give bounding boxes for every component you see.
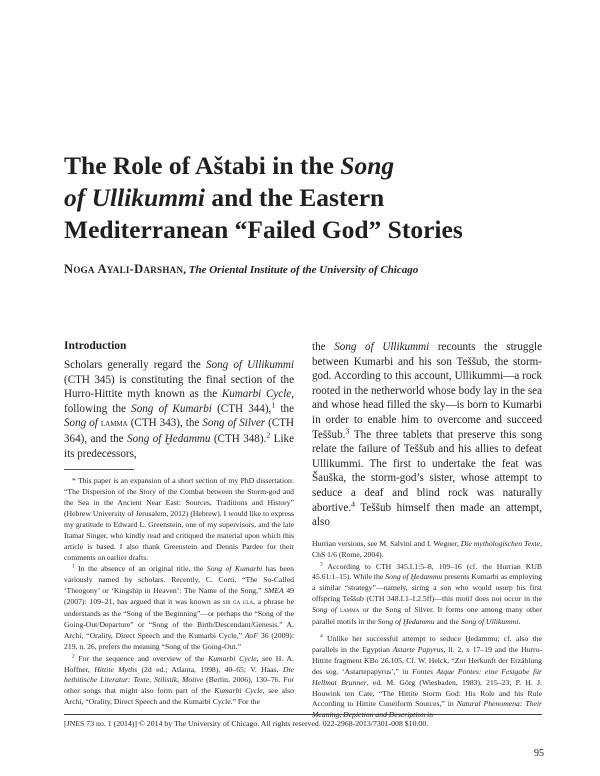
- journal-citation: [JNES 73 no. 1 (2014)] © 2014 by The University of Chicago. All rights reserved. 022-2968-2013/7301-008 $10.00.: [64, 719, 429, 728]
- title-line-2: and the Eastern: [204, 183, 385, 212]
- author-separator: ,: [183, 264, 189, 276]
- article-title: [64, 150, 544, 246]
- title-line-2-italic: of Ullikummi: [64, 183, 205, 212]
- title-line-1: The Role of Aštabi in the: [64, 151, 341, 180]
- footnote-rule: [64, 469, 134, 470]
- page-number: 95: [534, 748, 544, 759]
- right-column: [312, 340, 542, 722]
- body-paragraph: Scholars generally regard the Song of Ullikummi (CTH 345) is constituting the final section of the Hurro-Hittite myth known as the Kumarbi Cycle, following the Song of Kumarbi (CTH 344),$^1$ the Song of lamma (CTH 343), the Song of Silver (CTH 364), and the Song of Ḫedammu (CTH 348).$^2$ Like its predecessors,: [64, 359, 295, 460]
- author-line: [64, 262, 544, 277]
- footnotes-right: [312, 539, 542, 722]
- section-heading: Introduction: [64, 340, 127, 352]
- footnote: $^1$ In the absence of an original title, the Song of Kumarbi has been variously named by scholars. Recently, C. Corti, “The So-Called ‘Theogony’ or ‘Kingship in Heaven’: The Name of the Song,” SMEA 49 (2007): 109–21, has argued that it was known as sir ga ula, a phrase he understands as the “Song of the Beginning”—or perhaps the “Song of the Going-Out/Departure” or “Song of the Birth/Descendant/Genesis.” A. Archi, “Orality, Direct Speech and the Kumarbi Cycle,” AoF 36 (2009): 219, n. 26, prefers the meaning “Song of the Going-Out.”: [64, 563, 295, 651]
- footnote: $^2$ For the sequence and overview of the Kumarbi Cycle, see H. A. Hoffner, Hittite Myths (2d ed.; Atlanta, 1998), 40–65; V. Haas, Die hethitische Literatur: Texte, Stilistik, Motive (Berlin, 2006), 130–76. For other songs that might also form part of the Kumarbi Cycle, see also Archi, “Orality, Direct Speech and the Kumarbi Cycle.” For the: [64, 653, 294, 707]
- footnote-continued: Hurrian versions, see M. Salvini and I. Wegner, Die mythologischen Texte, ChS 1/6 (Rome, 2004).: [312, 538, 543, 559]
- author-affiliation: The Oriental Institute of the University of Chicago: [188, 264, 419, 276]
- author-name: Noga Ayali-Darshan: [64, 262, 184, 276]
- left-column: [64, 340, 294, 709]
- title-line-3: Mediterranean “Failed God” Stories: [64, 215, 463, 244]
- footnote: $^4$ Unlike her successful attempt to seduce Ḫedammu; cf. also the parallels in the Egyptian Astarte Papyrus, ll. 2, x 17–19 and the Hurro-Hittite fragment KBo 26.105. Cf. W. Helck, “Zur Herkunft der Erzählung des sog. ‘Astartepapyrus’,” in Fontes Atque Pontes: eine Festgabe für Hellmut Brunner, ed. M. Görg (Wiesbaden, 1983), 215–23; P. H. J. Houwink ten Cate, “The Hittite Storm God: His Role and his Rule According to Hittite Cuneiform Sources,” in Natural Phenomena: Their Meaning, Depiction and Description in: [312, 633, 543, 720]
- footnotes-left: [64, 476, 294, 708]
- page-footer-rule: [64, 714, 542, 715]
- footnote: $^3$ According to CTH 345.I.1:5–8, 109–16 (cf. the Hurrian KUB 45.61:1–15). While the Song of Ḫedammu presents Kumarbi as employing a similar “strategy”—namely, siring a son who would usurp his first offspring Teššub (CTH 348.I.1–I.2.5ff)—this motif does not occur in the Song of lamma or the Song of Silver. It forms one among many other parallel motifs in the Song of Ḫedammu and the Song of Ullikummi.: [312, 560, 542, 627]
- footnote: * This paper is an expansion of a short section of my PhD dissertation: “The Dispersion of the Story of the Combat between the Storm-god and the Sea in the Ancient Near East: Sources, Traditions and History” (Hebrew University of Jerusalem, 2012) (Hebrew). I would like to express my gratitude to Edward L. Greenstein, one of my supervisors, and the late Itamar Singer, who kindly read and critiqued the material upon which this article is based. I also thank Greenstein and Dennis Pardee for their comments on earlier drafts.: [64, 476, 294, 562]
- body-paragraph-continued: the Song of Ullikummi recounts the struggle between Kumarbi and his son Teššub, the storm-god. According to this account, Ullikummi—a rock rooted in the netherworld whose body lay in the sea and whose head filled the sky—is born to Kumarbi in order to enable him to overcome and succeed Teššub.$^3$ The three tablets that preserve this song relate the failure of Teššub and his allies to defeat Ullikummi. The first to undertake the feat was Šauška, the storm-god’s sister, whose attempt to seduce a deaf and blind rock was naturally abortive.$^4$ Teššub himself then made an attempt, also: [312, 341, 543, 529]
- title-line-1-italic: Song: [340, 151, 395, 180]
